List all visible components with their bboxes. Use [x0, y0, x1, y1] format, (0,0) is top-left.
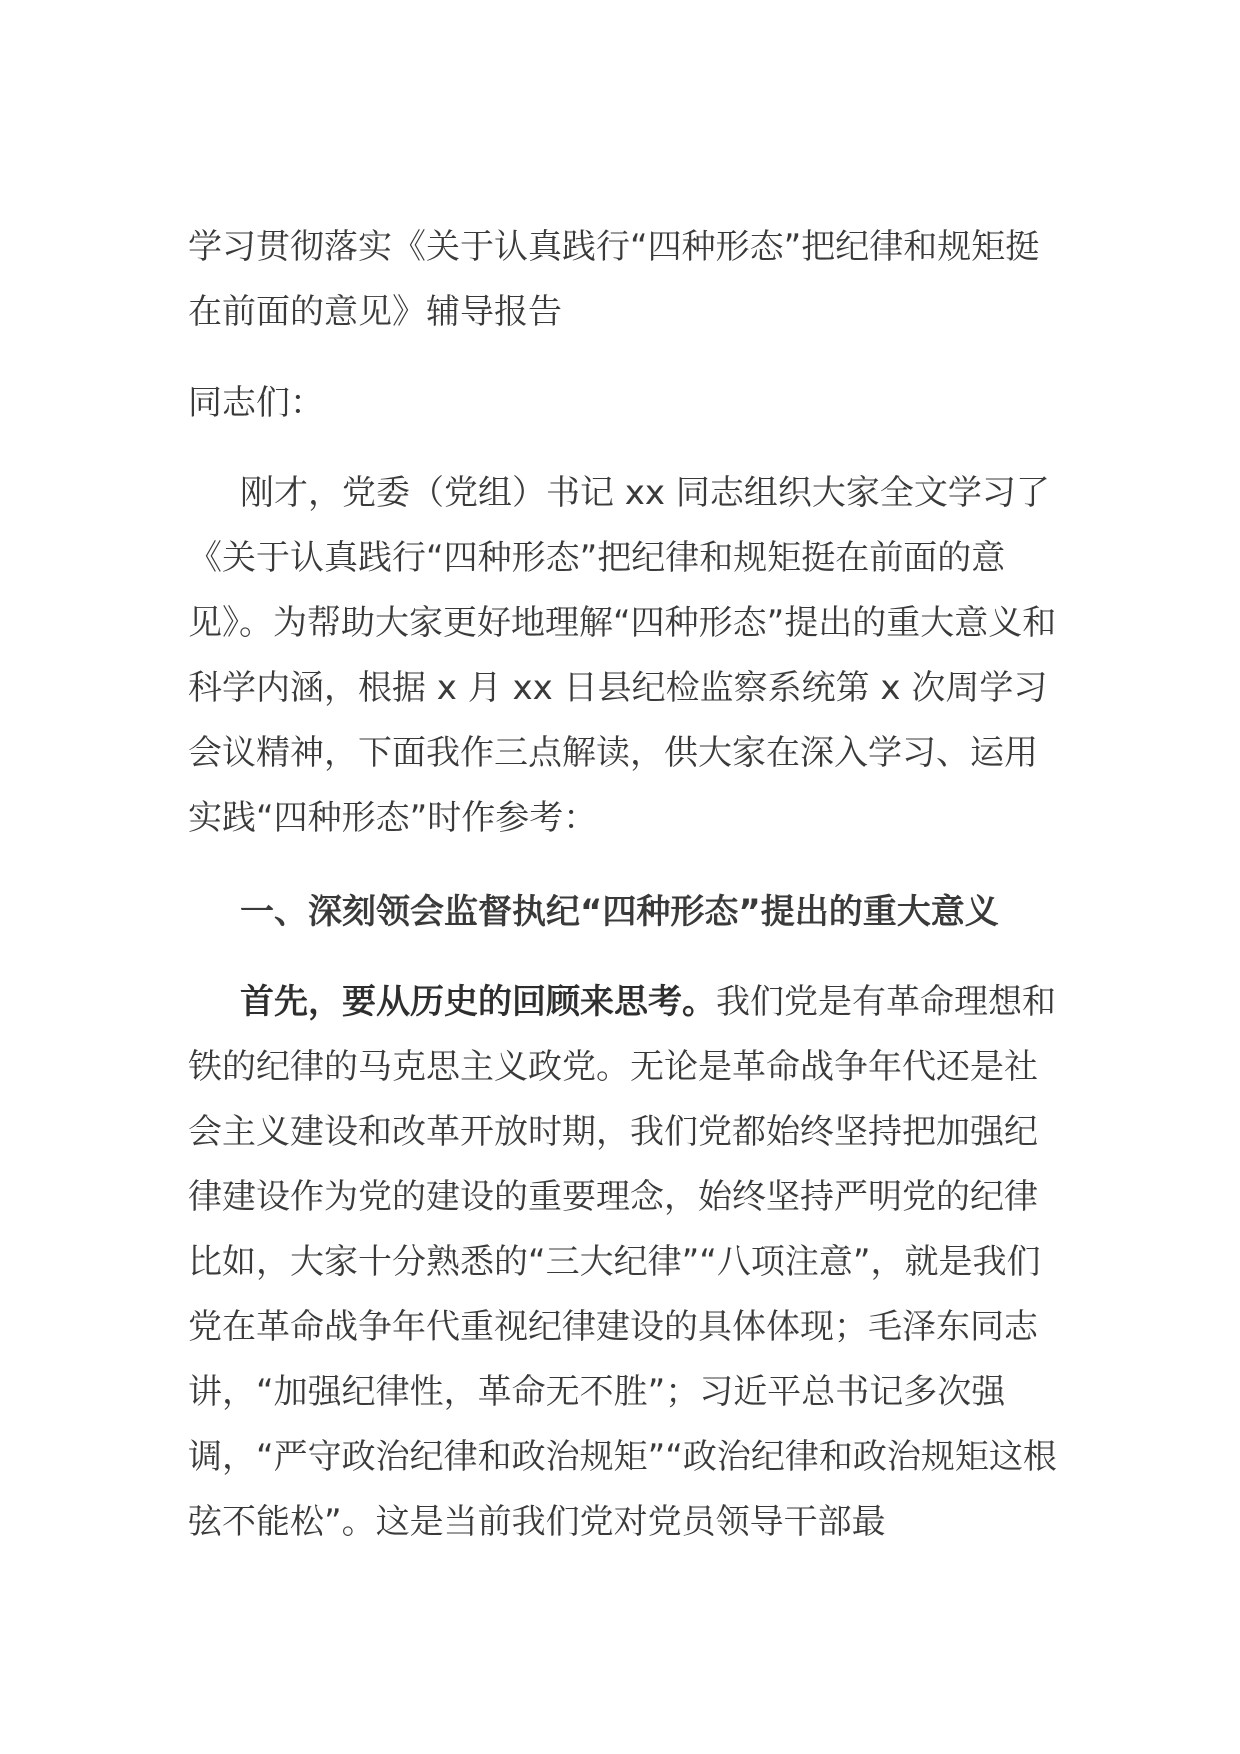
- section-paragraph: [188, 970, 1058, 1555]
- intro-paragraph: 刚才，党委（党组）书记 xx 同志组织大家全文学习了《关于认真践行“四种形态”把纪律和规矩挺在前面的意见》。为帮助大家更好地理解“四种形态”提出的重大意义和科学内涵，根据 x 月 xx 日县纪检监察系统第 x 次周学习会议精神，下面我作三点解读，供大家在深入学习、运用实践“四种形态”时作参考：: [188, 473, 1057, 838]
- document-title: 学习贯彻落实《关于认真践行“四种形态”把纪律和规矩挺在前面的意见》辅导报告: [188, 227, 1040, 332]
- paragraph-body: 我们党是有革命理想和铁的纪律的马克思主义政党。无论是革命战争年代还是社会主义建设和改革开放时期，我们党都始终坚持把加强纪律建设作为党的建设的重要理念，始终坚持严明党的纪律比如，大家十分熟悉的“三大纪律”“八项注意”，就是我们党在革命战争年代重视纪律建设的具体体现；毛泽东同志讲，“加强纪律性，革命无不胜”；习近平总书记多次强调，“严守政治纪律和政治规矩”“政治纪律和政治规矩这根弦不能松”。这是当前我们党对党员领导干部最: [188, 982, 1057, 1542]
- section-heading: 一、深刻领会监督执纪“四种形态”提出的重大意义: [240, 892, 999, 932]
- greeting: 同志们：: [188, 383, 324, 423]
- paragraph-lead-sentence: 首先，要从历史的回顾来思考。: [240, 982, 716, 1022]
